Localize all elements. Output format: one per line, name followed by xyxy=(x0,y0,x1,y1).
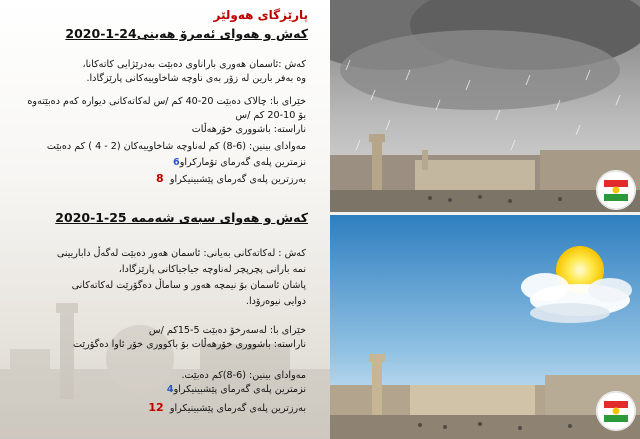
today-min-temp: 6 xyxy=(173,157,180,168)
tomorrow-max-temp: 12 xyxy=(148,401,164,414)
today-heading: کەش و هەوای ئەمرۆ هەینی24-1-2020 xyxy=(65,26,308,41)
rain-city-photo xyxy=(330,0,640,212)
tomorrow-heading: کەش و هەوای سبەی شەممە 25-1-2020 xyxy=(55,210,308,225)
rain-cloud-image xyxy=(330,0,640,212)
today-max-label: بەرزترین پلەی گەرمای پێشبینیکراو xyxy=(169,174,306,185)
today-line: ناراستە: باشووری خۆرهەڵات xyxy=(191,124,306,135)
today-line: وە بەفر بارین لە زۆر بەی ناوچە شاخاوییەکانی پارێزگادا. xyxy=(86,73,306,84)
tomorrow-line: کەش : لەکاتەکانی بەیانی: ئاسمان هەور دەبێت لەگەڵ داباریینی xyxy=(56,248,306,259)
kurdistan-emblem-icon xyxy=(596,170,636,210)
tomorrow-min-temp: 4 xyxy=(166,384,174,395)
tomorrow-min-row xyxy=(167,383,306,396)
today-max-row xyxy=(156,172,306,186)
region-title: پارێزگای هەولێر xyxy=(213,8,308,22)
tomorrow-max-label: بەرزترین پلەی گەرمای پێشبینیکراو xyxy=(169,403,306,414)
sun-cloud-image xyxy=(330,215,640,439)
today-line: بۆ 10-20 کم /س xyxy=(235,110,306,121)
tomorrow-line: خێرای با: لەسەرخۆ دەبێت 5-15کم /س xyxy=(148,325,306,336)
today-min-row xyxy=(173,156,306,169)
today-line: کەش :ئاسمان هەوری باراناوی دەبێت بەدرێژایی کاتەکانا، xyxy=(82,59,306,70)
today-min-label: نزمترین پلەی گەرمای تۆمارکراو xyxy=(179,157,306,168)
today-line: خێرای با: چالاک دەبێت 20-40 کم /س لەکاتەکانی دیواره کەم دەبێتەوه xyxy=(27,96,306,107)
tomorrow-max-row xyxy=(148,401,306,415)
sunny-city-photo xyxy=(330,215,640,439)
tomorrow-line: ناراستە: باشووری خۆرهەڵات بۆ باکووری خۆر ئاوا دەگۆرێت xyxy=(73,339,306,350)
tomorrow-min-label: نزمترین پلەی گەرمای پێشبینیکراو xyxy=(173,384,306,395)
today-line: مەوادای بینین: (6-8) کم لەناوچە شاخاوییەکان (2 - 4 ) کم دەبێت xyxy=(46,141,306,152)
tomorrow-line: مەوادای بینین: (6-8)کم دەبێت. xyxy=(181,370,306,381)
tomorrow-line: نمە بارانی پچرپچر لەناوچە جیاجیاکانی پارێزگادا، xyxy=(118,264,306,275)
kurdistan-emblem-icon xyxy=(596,391,636,431)
tomorrow-line: پاشان ئاسمان بۆ نیمچە هەور و ساماڵ دەگۆرێت لەکاتەکانی xyxy=(71,280,306,291)
tomorrow-line: دوایی نیوەرۆدا. xyxy=(245,296,306,307)
today-max-temp: 8 xyxy=(156,172,164,185)
